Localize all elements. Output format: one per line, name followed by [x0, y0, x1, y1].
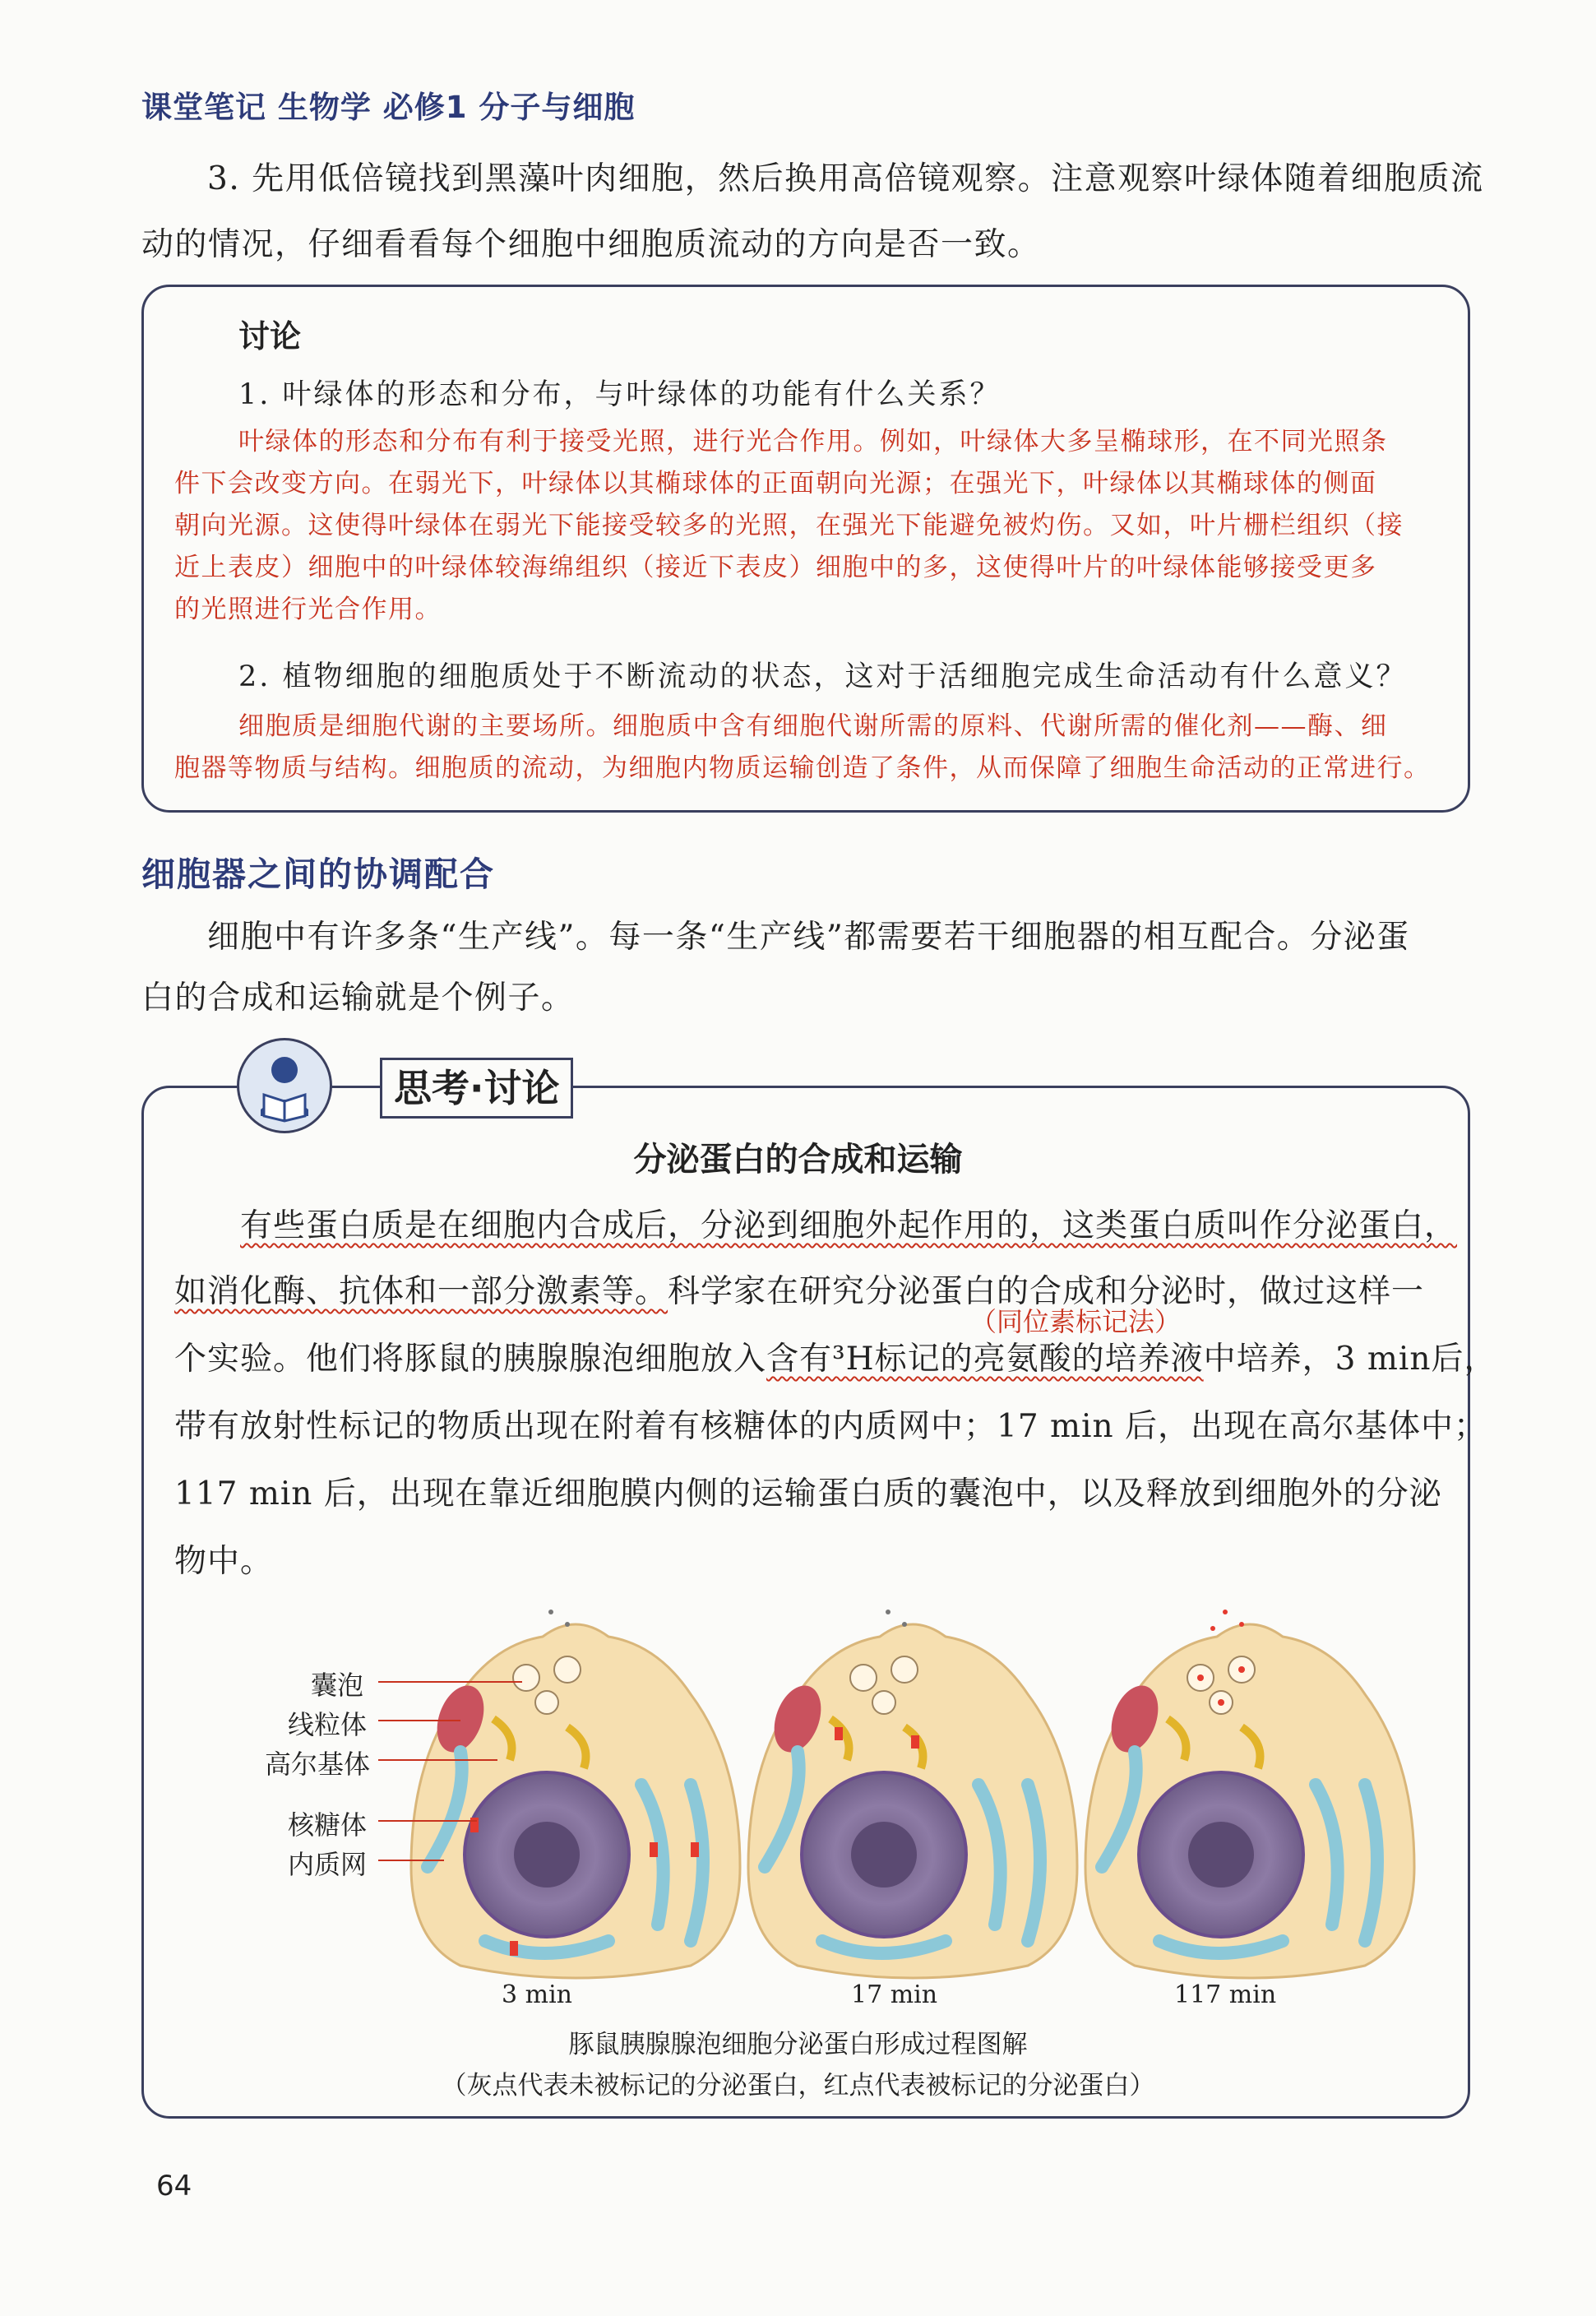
time-label-117min: 117 min	[1174, 1980, 1277, 2009]
reader-icon	[237, 1038, 332, 1133]
acinar-cell-117min	[1085, 1610, 1414, 1978]
answer-1-line: 叶绿体的形态和分布有利于接受光照，进行光合作用。例如，叶绿体大多呈椭球形，在不同光照条	[238, 427, 1388, 456]
page-number: 64	[156, 2170, 192, 2203]
figure-caption: 豚鼠胰腺腺泡细胞分泌蛋白形成过程图解	[568, 2030, 1028, 2059]
think-line3-a: 个实验。他们将豚鼠的胰腺腺泡细胞放入	[174, 1341, 767, 1378]
label-golgi: 高尔基体	[265, 1749, 371, 1780]
isotope-method-note: （同位素标记法）	[970, 1306, 1182, 1337]
section-line2: 白的合成和运输就是个例子。	[141, 980, 575, 1017]
running-header: 课堂笔记 生物学 必修1 分子与细胞	[141, 90, 636, 125]
discussion-question-1: 1. 叶绿体的形态和分布，与叶绿体的功能有什么关系？	[238, 378, 1002, 411]
think-line3-c: 中培养，3 min后，	[1203, 1341, 1497, 1378]
time-label-3min: 3 min	[502, 1980, 572, 2009]
think-line6: 物中。	[174, 1543, 274, 1580]
step3-line2: 动的情况，仔细看看每个细胞中细胞质流动的方向是否一致。	[141, 226, 1041, 263]
think-line2-rest: 科学家在研究分泌蛋白的合成和分泌时，做过这样一	[668, 1273, 1425, 1310]
discussion-answer-1	[174, 421, 1441, 631]
think-line2	[174, 1258, 1424, 1326]
answer-1-line: 件下会改变方向。在弱光下，叶绿体以其椭球体的正面朝向光源；在强光下，叶绿体以其椭球体的侧面	[174, 469, 1377, 498]
label-vesicle: 囊泡	[311, 1670, 364, 1701]
examples-underlined: 如消化酶、抗体和一部分激素等。	[174, 1273, 668, 1310]
think-line1	[240, 1193, 1457, 1260]
section-line1: 细胞中有许多条“生产线”。每一条“生产线”都需要若干细胞器的相互配合。分泌蛋	[207, 919, 1410, 956]
think-line5: 117 min 后，出现在靠近细胞膜内侧的运输蛋白质的囊泡中，以及释放到细胞外的分泌	[174, 1475, 1442, 1512]
section-title: 细胞器之间的协调配合	[141, 855, 495, 894]
answer-1-line: 朝向光源。这使得叶绿体在弱光下能接受较多的光照，在强光下能避免被灼伤。又如，叶片栅栏组织（接	[174, 511, 1404, 540]
cell-diagram	[271, 1596, 1488, 2040]
acinar-cell-17min	[748, 1610, 1077, 1978]
discussion-title: 讨论	[238, 318, 302, 354]
think-line3	[174, 1326, 1497, 1393]
time-label-17min: 17 min	[851, 1980, 938, 2009]
discussion-question-2: 2. 植物细胞的细胞质处于不断流动的状态，这对于活细胞完成生命活动有什么意义？	[238, 660, 1408, 693]
think-subtitle: 分泌蛋白的合成和运输	[633, 1141, 963, 1179]
figure-legend: （灰点代表未被标记的分泌蛋白，红点代表被标记的分泌蛋白）	[441, 2071, 1155, 2101]
labeled-leucine-underlined: 含有³H标记的亮氨酸的培养液	[766, 1341, 1204, 1378]
label-er: 内质网	[288, 1849, 368, 1880]
answer-1-line: 的光照进行光合作用。	[174, 595, 442, 624]
answer-2-line: 细胞质是细胞代谢的主要场所。细胞质中含有细胞代谢所需的原料、代谢所需的催化剂——酶、细	[238, 711, 1388, 741]
discussion-answer-2	[174, 706, 1457, 790]
label-mitochondrion: 线粒体	[288, 1709, 368, 1740]
step3-line1: 3. 先用低倍镜找到黑藻叶肉细胞，然后换用高倍镜观察。注意观察叶绿体随着细胞质流	[207, 160, 1484, 197]
answer-1-line: 近上表皮）细胞中的叶绿体较海绵组织（接近下表皮）细胞中的多，这使得叶片的叶绿体能够接受更多	[174, 553, 1377, 582]
answer-2-line: 胞器等物质与结构。细胞质的流动，为细胞内物质运输创造了条件，从而保障了细胞生命活动的正常进行。	[174, 753, 1431, 783]
think-discuss-tag: 思考·讨论	[380, 1058, 573, 1119]
label-ribosome: 核糖体	[288, 1809, 368, 1841]
think-line4: 带有放射性标记的物质出现在附着有核糖体的内质网中；17 min 后，出现在高尔基体中；	[174, 1408, 1487, 1445]
definition-underlined: 有些蛋白质是在细胞内合成后，分泌到细胞外起作用的，这类蛋白质叫作分泌蛋白，	[240, 1207, 1458, 1244]
acinar-cell-3min	[411, 1610, 740, 1978]
